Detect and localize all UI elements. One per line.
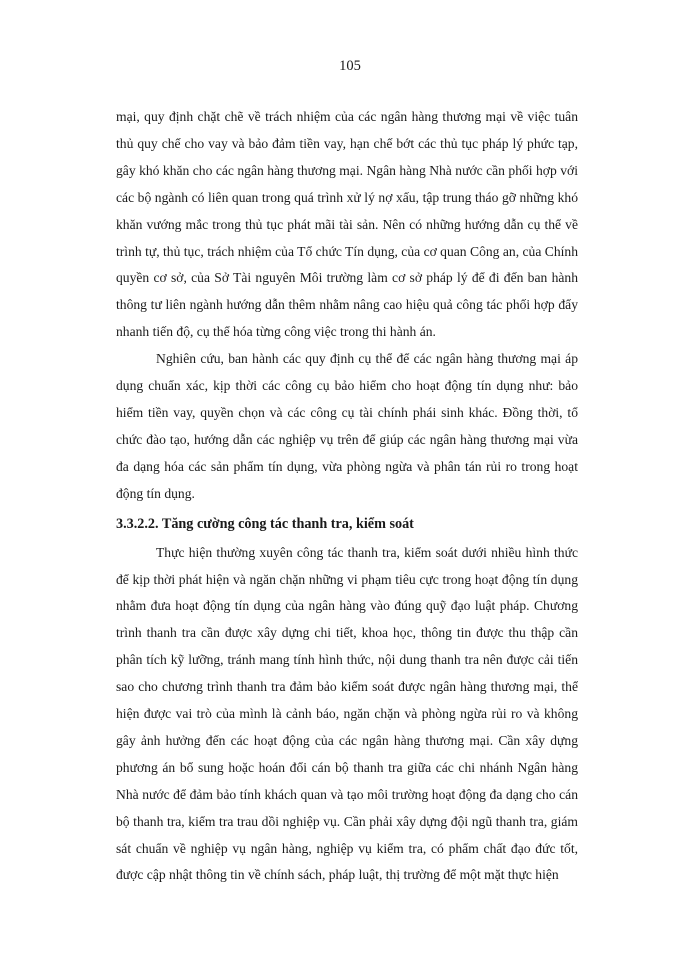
section-heading: 3.3.2.2. Tăng cường công tác thanh tra, kiểm soát bbox=[116, 515, 414, 532]
paragraph-inspection: Thực hiện thường xuyên công tác thanh tra, kiểm soát dưới nhiều hình thức để kịp thời phát hiện và ngăn chặn những vi phạm tiêu cực trong hoạt động tín dụng nhằm đưa hoạt động tín dụng của ngân hàng vào đúng quỹ đạo luật pháp. Chương trình thanh tra cần được xây dựng chi tiết, khoa học, thông tin được thu thập cần phân tích kỹ lưỡng, tránh mang tính hình thức, nội dung thanh tra nên được cải tiến sao cho chương trình thanh tra đảm bảo kiểm soát được ngân hàng thương mại, thể hiện được vai trò của mình là cảnh báo, ngăn chặn và phòng ngừa rủi ro và không gây ảnh hưởng đến các hoạt động của các ngân hàng thương mại. Cần xây dựng phương án bổ sung hoặc hoán đổi cán bộ thanh tra giữa các chi nhánh Ngân hàng Nhà nước để đảm bảo tính khách quan và tạo môi trường hoạt động đa dạng cho cán bộ thanh tra, kiểm tra trau dồi nghiệp vụ. Cần phải xây dựng đội ngũ thanh tra, giám sát chuẩn về nghiệp vụ ngân hàng, nghiệp vụ kiểm tra, có phẩm chất đạo đức tốt, được cập nhật thông tin về chính sách, pháp luật, thị trường để một mặt thực hiện bbox=[116, 544, 578, 883]
page-number: 105 bbox=[339, 58, 361, 74]
paragraph-continuation: mại, quy định chặt chẽ về trách nhiệm của các ngân hàng thương mại về việc tuân thủ quy chế cho vay và bảo đảm tiền vay, hạn chế bớt các thủ tục pháp lý phức tạp, gây khó khăn cho các ngân hàng thương mại. Ngân hàng Nhà nước cần phối hợp với các bộ ngành có liên quan trong quá trình xử lý nợ xấu, tập trung tháo gỡ những khó khăn vướng mắc trong thủ tục phát mãi tài sản. Nên có những hướng dẫn cụ thể về trình tự, thủ tục, trách nhiệm của Tổ chức Tín dụng, của cơ quan Công an, của Chính quyền cơ sở, của Sở Tài nguyên Môi trường làm cơ sở pháp lý để đi đến ban hành thông tư liên ngành hướng dẫn thêm nhằm nâng cao hiệu quả công tác phối hợp đẩy nhanh tiến độ, cụ thể hóa từng công việc trong thi hành án. bbox=[116, 109, 578, 340]
body-text bbox=[116, 104, 578, 889]
paragraph-research: Nghiên cứu, ban hành các quy định cụ thể để các ngân hàng thương mại áp dụng chuẩn xác, kịp thời các công cụ bảo hiểm cho hoạt động tín dụng như: bảo hiểm tiền vay, quyền chọn và các công cụ tài chính phái sinh khác. Đồng thời, tổ chức đào tạo, hướng dẫn các nghiệp vụ trên để giúp các ngân hàng thương mại vừa đa dạng hóa các sản phẩm tín dụng, vừa phòng ngừa và phân tán rủi ro trong hoạt động tín dụng. bbox=[116, 351, 578, 501]
